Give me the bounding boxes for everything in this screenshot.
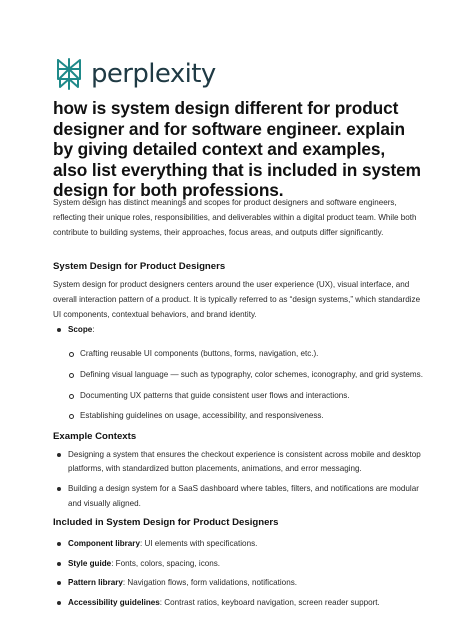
sub-bullet-icon: [69, 394, 74, 399]
item-label: Pattern library: [68, 578, 123, 588]
page-title: how is system design different for product designer and for software engineer. explain by giving detailed context and examples, also list everything that is included in system design for both professions.: [53, 98, 421, 200]
list-item: [57, 323, 425, 424]
bullet-icon: [57, 581, 61, 585]
bullet-icon: [57, 542, 61, 546]
heading-product-designers: System Design for Product Designers: [53, 261, 226, 272]
intro-paragraph: System design has distinct meanings and scopes for product designers and software engineers, reflecting their unique roles, responsibilities, and deliverables within a digital product team. While both contribute to building systems, their approaches, focus areas, and outputs differ significantly.: [53, 198, 417, 237]
brand-logo: [56, 56, 216, 92]
list-item-text: Establishing guidelines on usage, accessibility, and responsiveness.: [80, 411, 324, 421]
product-designers-paragraph: System design for product designers centers around the user experience (UX), visual interface, and overall interaction pattern of a product. It is typically referred to as “design systems,” which standardize UI components, contextual behaviors, and brand identity.: [53, 280, 421, 319]
scope-list: [57, 323, 425, 424]
list-item-text: Building a design system for a SaaS dashboard where tables, filters, and notifications are modular and visually aligned.: [68, 484, 419, 508]
list-item: [57, 448, 425, 476]
bullet-icon: [57, 562, 61, 566]
item-text: : UI elements with specifications.: [139, 539, 258, 548]
scope-sub-list: [69, 347, 425, 423]
sub-bullet-icon: [69, 414, 74, 419]
brand-name: perplexity: [91, 59, 216, 89]
item-label: Component library: [68, 539, 140, 548]
heading-included: Included in System Design for Product Designers: [53, 517, 279, 528]
list-item: [57, 596, 425, 610]
list-item-text: Crafting reusable UI components (buttons, forms, navigation, etc.).: [80, 349, 319, 359]
list-item-text: Documenting UX patterns that guide consistent user flows and interactions.: [80, 390, 350, 400]
example-contexts-list: [57, 448, 425, 517]
scope-colon: :: [92, 325, 95, 334]
list-item: [57, 537, 425, 551]
list-item: [57, 576, 425, 590]
list-item: [69, 409, 425, 423]
item-text: : Fonts, colors, spacing, icons.: [111, 558, 221, 568]
sub-bullet-icon: [69, 373, 74, 378]
item-label: Style guide: [68, 558, 112, 568]
bullet-icon: [57, 453, 61, 457]
list-item: [69, 347, 425, 361]
list-item-text: Designing a system that ensures the checkout experience is consistent across mobile and desktop platforms, with standardized button placements, animations, and error messaging.: [68, 450, 421, 474]
perplexity-logo-icon: [56, 58, 82, 90]
bullet-icon: [57, 601, 61, 605]
list-item: [69, 389, 425, 403]
item-text: : Navigation flows, form validations, notifications.: [122, 578, 297, 588]
list-item: [69, 368, 425, 382]
item-text: : Contrast ratios, keyboard navigation, screen reader support.: [159, 597, 380, 607]
scope-label: Scope: [68, 325, 93, 334]
included-list: [57, 537, 425, 615]
sub-bullet-icon: [69, 352, 74, 357]
heading-example-contexts: Example Contexts: [53, 431, 137, 442]
bullet-icon: [57, 328, 61, 332]
item-label: Accessibility guidelines: [68, 597, 160, 607]
list-item: [57, 482, 425, 510]
list-item-text: Defining visual language — such as typography, color schemes, iconography, and grid systems.: [80, 369, 423, 379]
list-item: [57, 557, 425, 571]
bullet-icon: [57, 487, 61, 491]
